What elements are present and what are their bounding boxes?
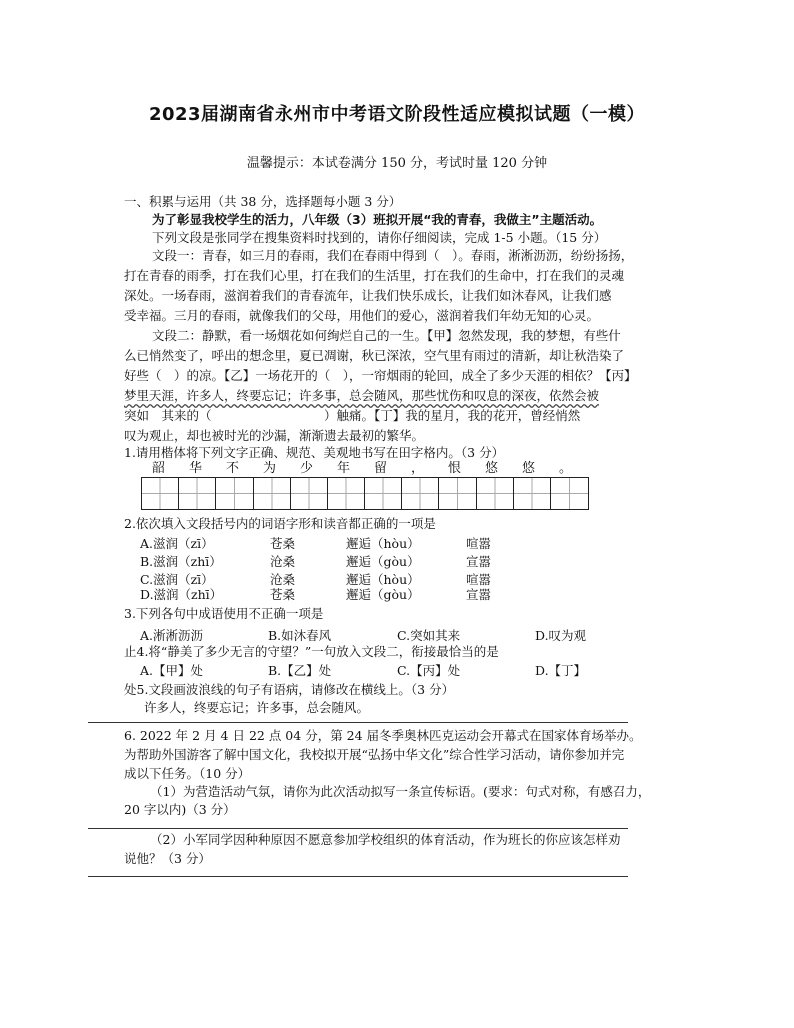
grid-char: 不 (225, 461, 239, 476)
grid-char: ， (410, 461, 424, 476)
grid-cell[interactable] (477, 478, 514, 509)
intro-line-1: 为了彰显我校学生的活力，八年级（3）班拟开展“我的青春，我做主”主题活动。 (152, 212, 603, 227)
q4-option-a: A.【甲】处 (140, 663, 204, 678)
q2-option-a-word: 邂逅（hòu） (346, 536, 420, 551)
grid-char: 年 (336, 461, 350, 476)
grid-char: 悠 (484, 461, 498, 476)
q6-sub2-line: （2）小军同学因种种原因不愿意参加学校组织的体育活动，作为班长的你应该怎样劝 (150, 832, 621, 847)
q3-option-a: A.淅淅沥沥 (140, 628, 204, 643)
grid-char: 少 (299, 461, 313, 476)
q6-sub1-line: （1）为营造活动气氛，请你为此次活动拟写一条宣传标语。(要求：句式对称，有感召力， (150, 784, 651, 799)
question-4: 止4.将“静美了多少无言的守望？”一句放入文段二，衔接最恰当的是 (124, 644, 499, 659)
grid-cell[interactable] (328, 478, 365, 509)
q2-option-a-pinyin: A.滋润（zī） (140, 536, 214, 551)
q2-option-b-word: 宣嚣 (466, 554, 492, 569)
answer-rule (88, 828, 628, 829)
question-2: 2.依次填入文段括号内的词语字形和读音都正确的一项是 (124, 516, 436, 531)
answer-rule (88, 722, 628, 723)
q2-option-c-word: 邂逅（hòu） (346, 572, 420, 587)
q2-option-a-word: 苍桑 (270, 536, 296, 551)
q2-option-d-word: 宣嚣 (466, 587, 492, 602)
q2-option-b-word: 邂逅（gòu） (346, 554, 420, 569)
q5-answer-line[interactable]: 许多人，终要忘记；许多事，总会随风。 (144, 700, 370, 715)
q4-option-c: C.【丙】处 (397, 663, 461, 678)
passage2-wavy-line: 梦里天涯，许多人，终要忘记；许多事，总会随风，那些忧伤和叹息的深夜，依然会被 (124, 388, 600, 403)
passage1-line: 打在青春的雨季，打在我们心里，打在我们的生活里，打在我们的生命中，打在我们的灵魂 (124, 268, 625, 283)
grid-cell[interactable] (179, 478, 216, 509)
q6-sub2-line: 说他？（3 分） (124, 851, 211, 866)
passage2-line: 文段二：静默，看一场烟花如何绚烂自己的一生。【甲】忽然发现，我的梦想，有些什 (152, 328, 621, 343)
passage2-line: 叹为观止，却也被时光的沙漏，渐渐遗去最初的繁华。 (124, 428, 425, 443)
q3-option-b: B.如沐春风 (268, 628, 332, 643)
passage1-line: 文段一：青春，如三月的春雨，我们在春雨中得到（ ）。春雨，淅淅沥沥，纷纷扬扬， (152, 248, 634, 263)
question-3: 3.下列各句中成语使用不正确一项是 (124, 606, 324, 621)
question-6-line: 6. 2022 年 2 月 4 日 22 点 04 分，第 24 届冬季奥林匹克运动会开幕式在国家体育场举办。 (124, 728, 642, 743)
intro-line-2: 下列文段是张同学在搜集资料时找到的，请你仔细阅读，完成 1-5 小题。（15 分） (152, 230, 607, 245)
q2-option-d-word: 苍桑 (270, 587, 296, 602)
grid-cell[interactable] (402, 478, 439, 509)
tianzige-writing-grid[interactable] (141, 477, 589, 510)
q2-option-c-word: 沧桑 (270, 572, 296, 587)
answer-rule (88, 876, 628, 877)
q2-option-b-pinyin: B.滋润（zhī） (140, 554, 222, 569)
section-heading: 一、积累与运用（共 38 分，选择题每小题 3 分） (124, 194, 402, 209)
grid-cell[interactable] (514, 478, 551, 509)
passage2-line: 突如 其来的（ ）触痛。【丁】我的星月，我的花开，曾经悄然 (124, 408, 581, 423)
grid-cell[interactable] (142, 478, 179, 509)
grid-cell[interactable] (551, 478, 588, 509)
grid-cell[interactable] (365, 478, 402, 509)
grid-cell[interactable] (439, 478, 476, 509)
q2-option-c-word: 喧嚣 (466, 572, 492, 587)
passage1-line: 受幸福。三月的春雨，就像我们的父母，用他们的爱心，滋润着我们年幼无知的心灵。 (124, 308, 600, 323)
q2-option-b-word: 沧桑 (270, 554, 296, 569)
grid-char: 韶 (151, 461, 165, 476)
q4-option-d: D.【丁】 (535, 663, 587, 678)
grid-cell[interactable] (254, 478, 291, 509)
q2-option-a-word: 喧嚣 (466, 536, 492, 551)
question-5: 处5.文段画波浪线的句子有语病，请修改在横线上。（3 分） (124, 682, 455, 697)
q3-option-c: C.突如其来 (397, 628, 461, 643)
grid-char: 。 (558, 461, 572, 476)
grid-char: 留 (373, 461, 387, 476)
grid-cell[interactable] (216, 478, 253, 509)
q2-option-d-pinyin: D.滋润（zhī） (140, 587, 223, 602)
q3-option-d: D.叹为观 (535, 628, 587, 643)
grid-char: 华 (188, 461, 202, 476)
grid-char: 为 (262, 461, 276, 476)
passage1-line: 深处。一场春雨，滋润着我们的青春流年，让我们快乐成长，让我们如沐春风，让我们感 (124, 288, 612, 303)
passage2-line: 么已悄然变了，呼出的想念里，夏已凋谢，秋已深浓，空气里有雨过的清新，却让秋浩染了 (124, 348, 625, 363)
q6-sub1-line: 20 字以内)（3 分） (124, 802, 236, 817)
question-1: 1.请用楷体将下列文字正确、规范、美观地书写在田字格内。（3 分） (124, 445, 505, 460)
q2-option-c-pinyin: C.滋润（zī） (140, 572, 214, 587)
q4-option-b: B.【乙】处 (268, 663, 332, 678)
exam-tip: 温馨提示：本试卷满分 150 分，考试时量 120 分钟 (246, 156, 548, 171)
grid-char: 恨 (447, 461, 461, 476)
page-title: 2023届湖南省永州市中考语文阶段性适应模拟试题（一模） (148, 104, 646, 125)
q2-option-d-word: 邂逅（gòu） (346, 587, 420, 602)
grid-char: 悠 (521, 461, 535, 476)
passage2-line: 好些（ ）的凉。【乙】一场花开的（ ），一帘烟雨的轮回，成全了多少天涯的相依？【丙】 (124, 368, 637, 383)
question-6-line: 为帮助外国游客了解中国文化，我校拟开展“弘扬中华文化”综合性学习活动，请你参加并完 (124, 747, 625, 762)
question-6-line: 成以下任务。（10 分） (124, 766, 251, 781)
grid-cell[interactable] (291, 478, 328, 509)
